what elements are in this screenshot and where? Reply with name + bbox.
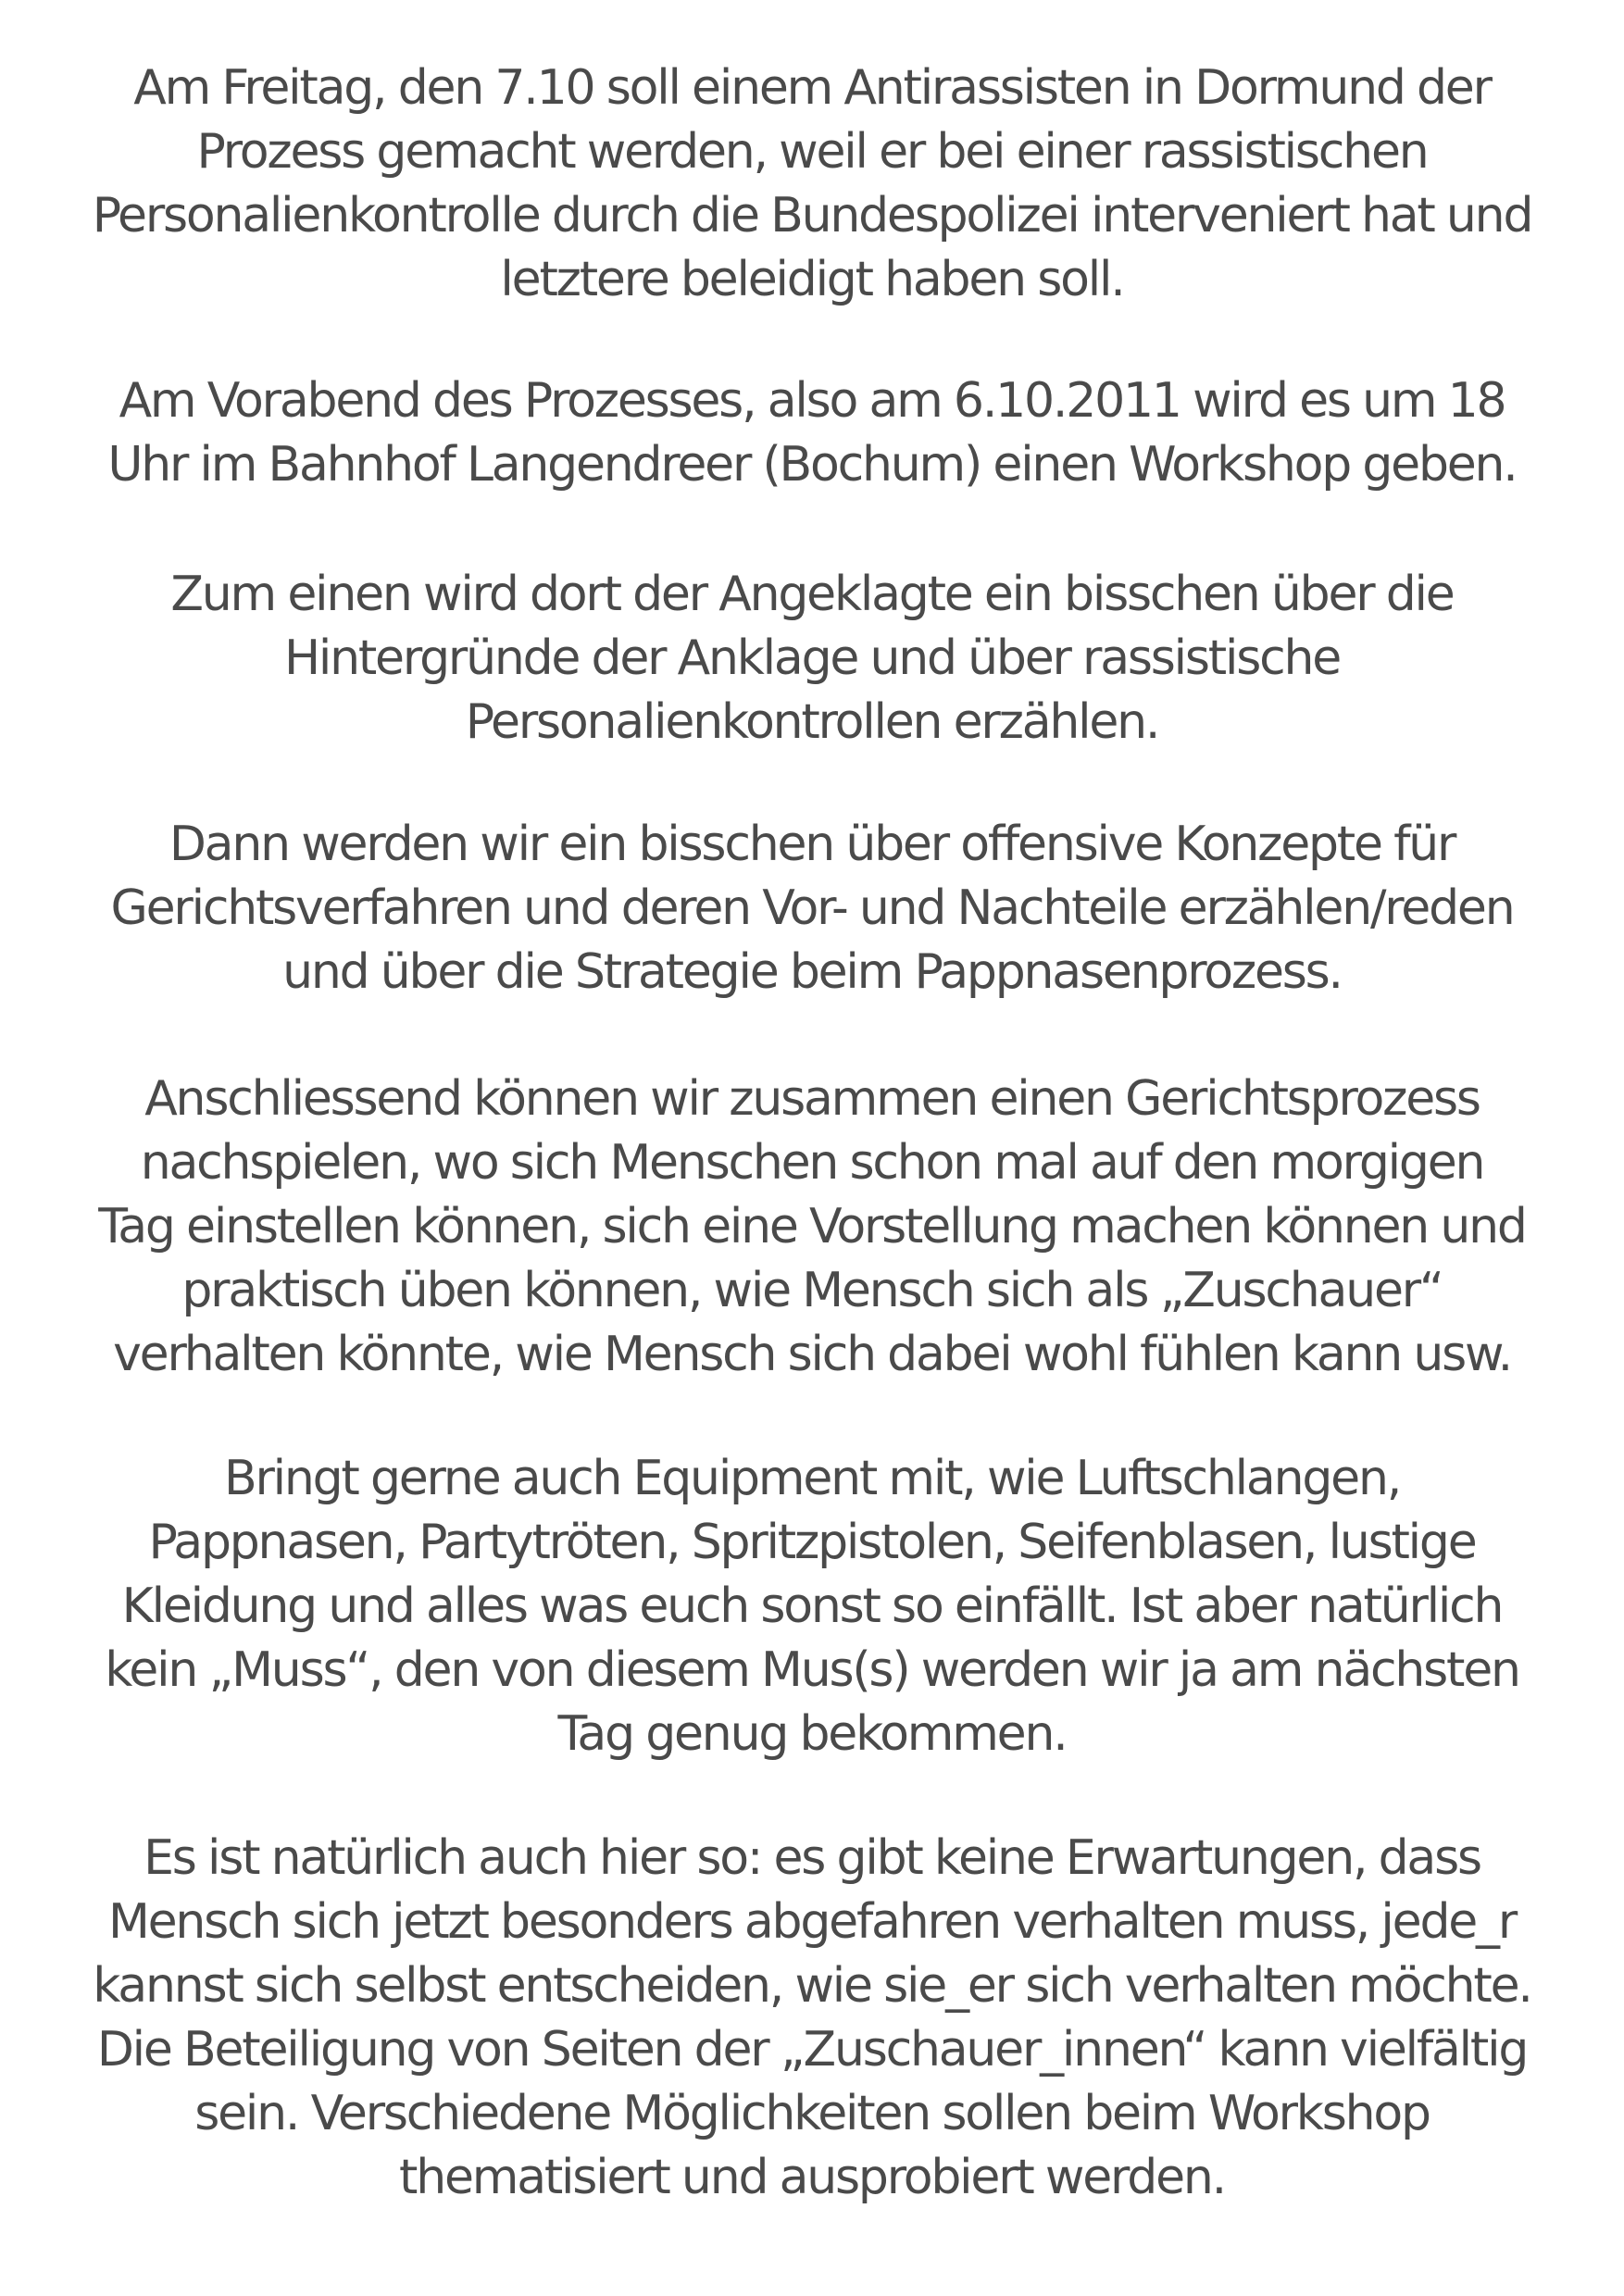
text-line: Gerichtsverfahren und deren Vor- und Nachteile erzählen/reden <box>110 880 1514 936</box>
text-line: kannst sich selbst entscheiden, wie sie_er sich verhalten möchte. <box>93 1958 1531 2014</box>
text-line: letztere beleidigt haben soll. <box>500 252 1124 307</box>
text-line: Tag einstellen können, sich eine Vorstellung machen können und <box>98 1199 1526 1254</box>
paragraph-background <box>11 563 1613 755</box>
text-line: Bringt gerne auch Equipment mit, wie Luftschlangen, <box>223 1451 1401 1506</box>
text-line: Es ist natürlich auch hier so: es gibt keine Erwartungen, dass <box>144 1830 1480 1886</box>
paragraph-expectations <box>11 1827 1613 2210</box>
paragraph-concepts <box>11 813 1613 1004</box>
text-line: Pappnasen, Partytröten, Spritzpistolen, Seifenblasen, lustige <box>148 1515 1476 1570</box>
text-line: Hintergründe der Anklage und über rassistische <box>283 630 1341 686</box>
text-line: Mensch sich jetzt besonders abgefahren verhalten muss, jede_r <box>107 1894 1517 1950</box>
text-line: Prozess gemacht werden, weil er bei einer rassistischen <box>196 124 1428 180</box>
text-line: Zum einen wird dort der Angeklagte ein bisschen über die <box>170 567 1454 622</box>
text-line: Anschliessend können wir zusammen einen Gerichtsprozess <box>144 1071 1480 1127</box>
text-line: Dann werden wir ein bisschen über offensive Konzepte für <box>169 817 1455 872</box>
text-line: Personalienkontrollen erzählen. <box>465 694 1159 750</box>
text-line: Tag genug bekommen. <box>557 1706 1067 1762</box>
text-line: und über die Strategie beim Pappnasenprozess. <box>282 944 1342 1000</box>
text-line: Die Beteiligung von Seiten der „Zuschauer_innen“ kann vielfältig <box>96 2022 1528 2078</box>
text-line: praktisch üben können, wie Mensch sich als „Zuschauer“ <box>181 1263 1443 1318</box>
text-line: verhalten könnte, wie Mensch sich dabei wohl fühlen kann usw. <box>113 1327 1511 1382</box>
text-line: thematisiert und ausprobiert werden. <box>399 2150 1225 2205</box>
text-line: sein. Verschiedene Möglichkeiten sollen beim Workshop <box>194 2086 1430 2141</box>
text-line: Am Vorabend des Prozesses, also am 6.10.2011 wird es um 18 <box>119 373 1505 429</box>
text-line: Personalienkontrolle durch die Bundespolizei interveniert hat und <box>92 188 1532 243</box>
text-line: kein „Muss“, den von diesem Mus(s) werden wir ja am nächsten <box>105 1642 1519 1698</box>
text-line: Am Freitag, den 7.10 soll einem Antirassisten in Dormund der <box>133 60 1491 116</box>
paragraph-roleplay <box>11 1067 1613 1387</box>
paragraph-trial-announcement <box>11 56 1613 312</box>
paragraph-workshop-date <box>11 369 1613 497</box>
paragraph-equipment <box>11 1447 1613 1766</box>
text-line: nachspielen, wo sich Menschen schon mal auf den morgigen <box>140 1135 1484 1191</box>
text-line: Kleidung und alles was euch sonst so einfällt. Ist aber natürlich <box>121 1578 1503 1634</box>
text-line: Uhr im Bahnhof Langendreer (Bochum) einen Workshop geben. <box>107 437 1517 493</box>
